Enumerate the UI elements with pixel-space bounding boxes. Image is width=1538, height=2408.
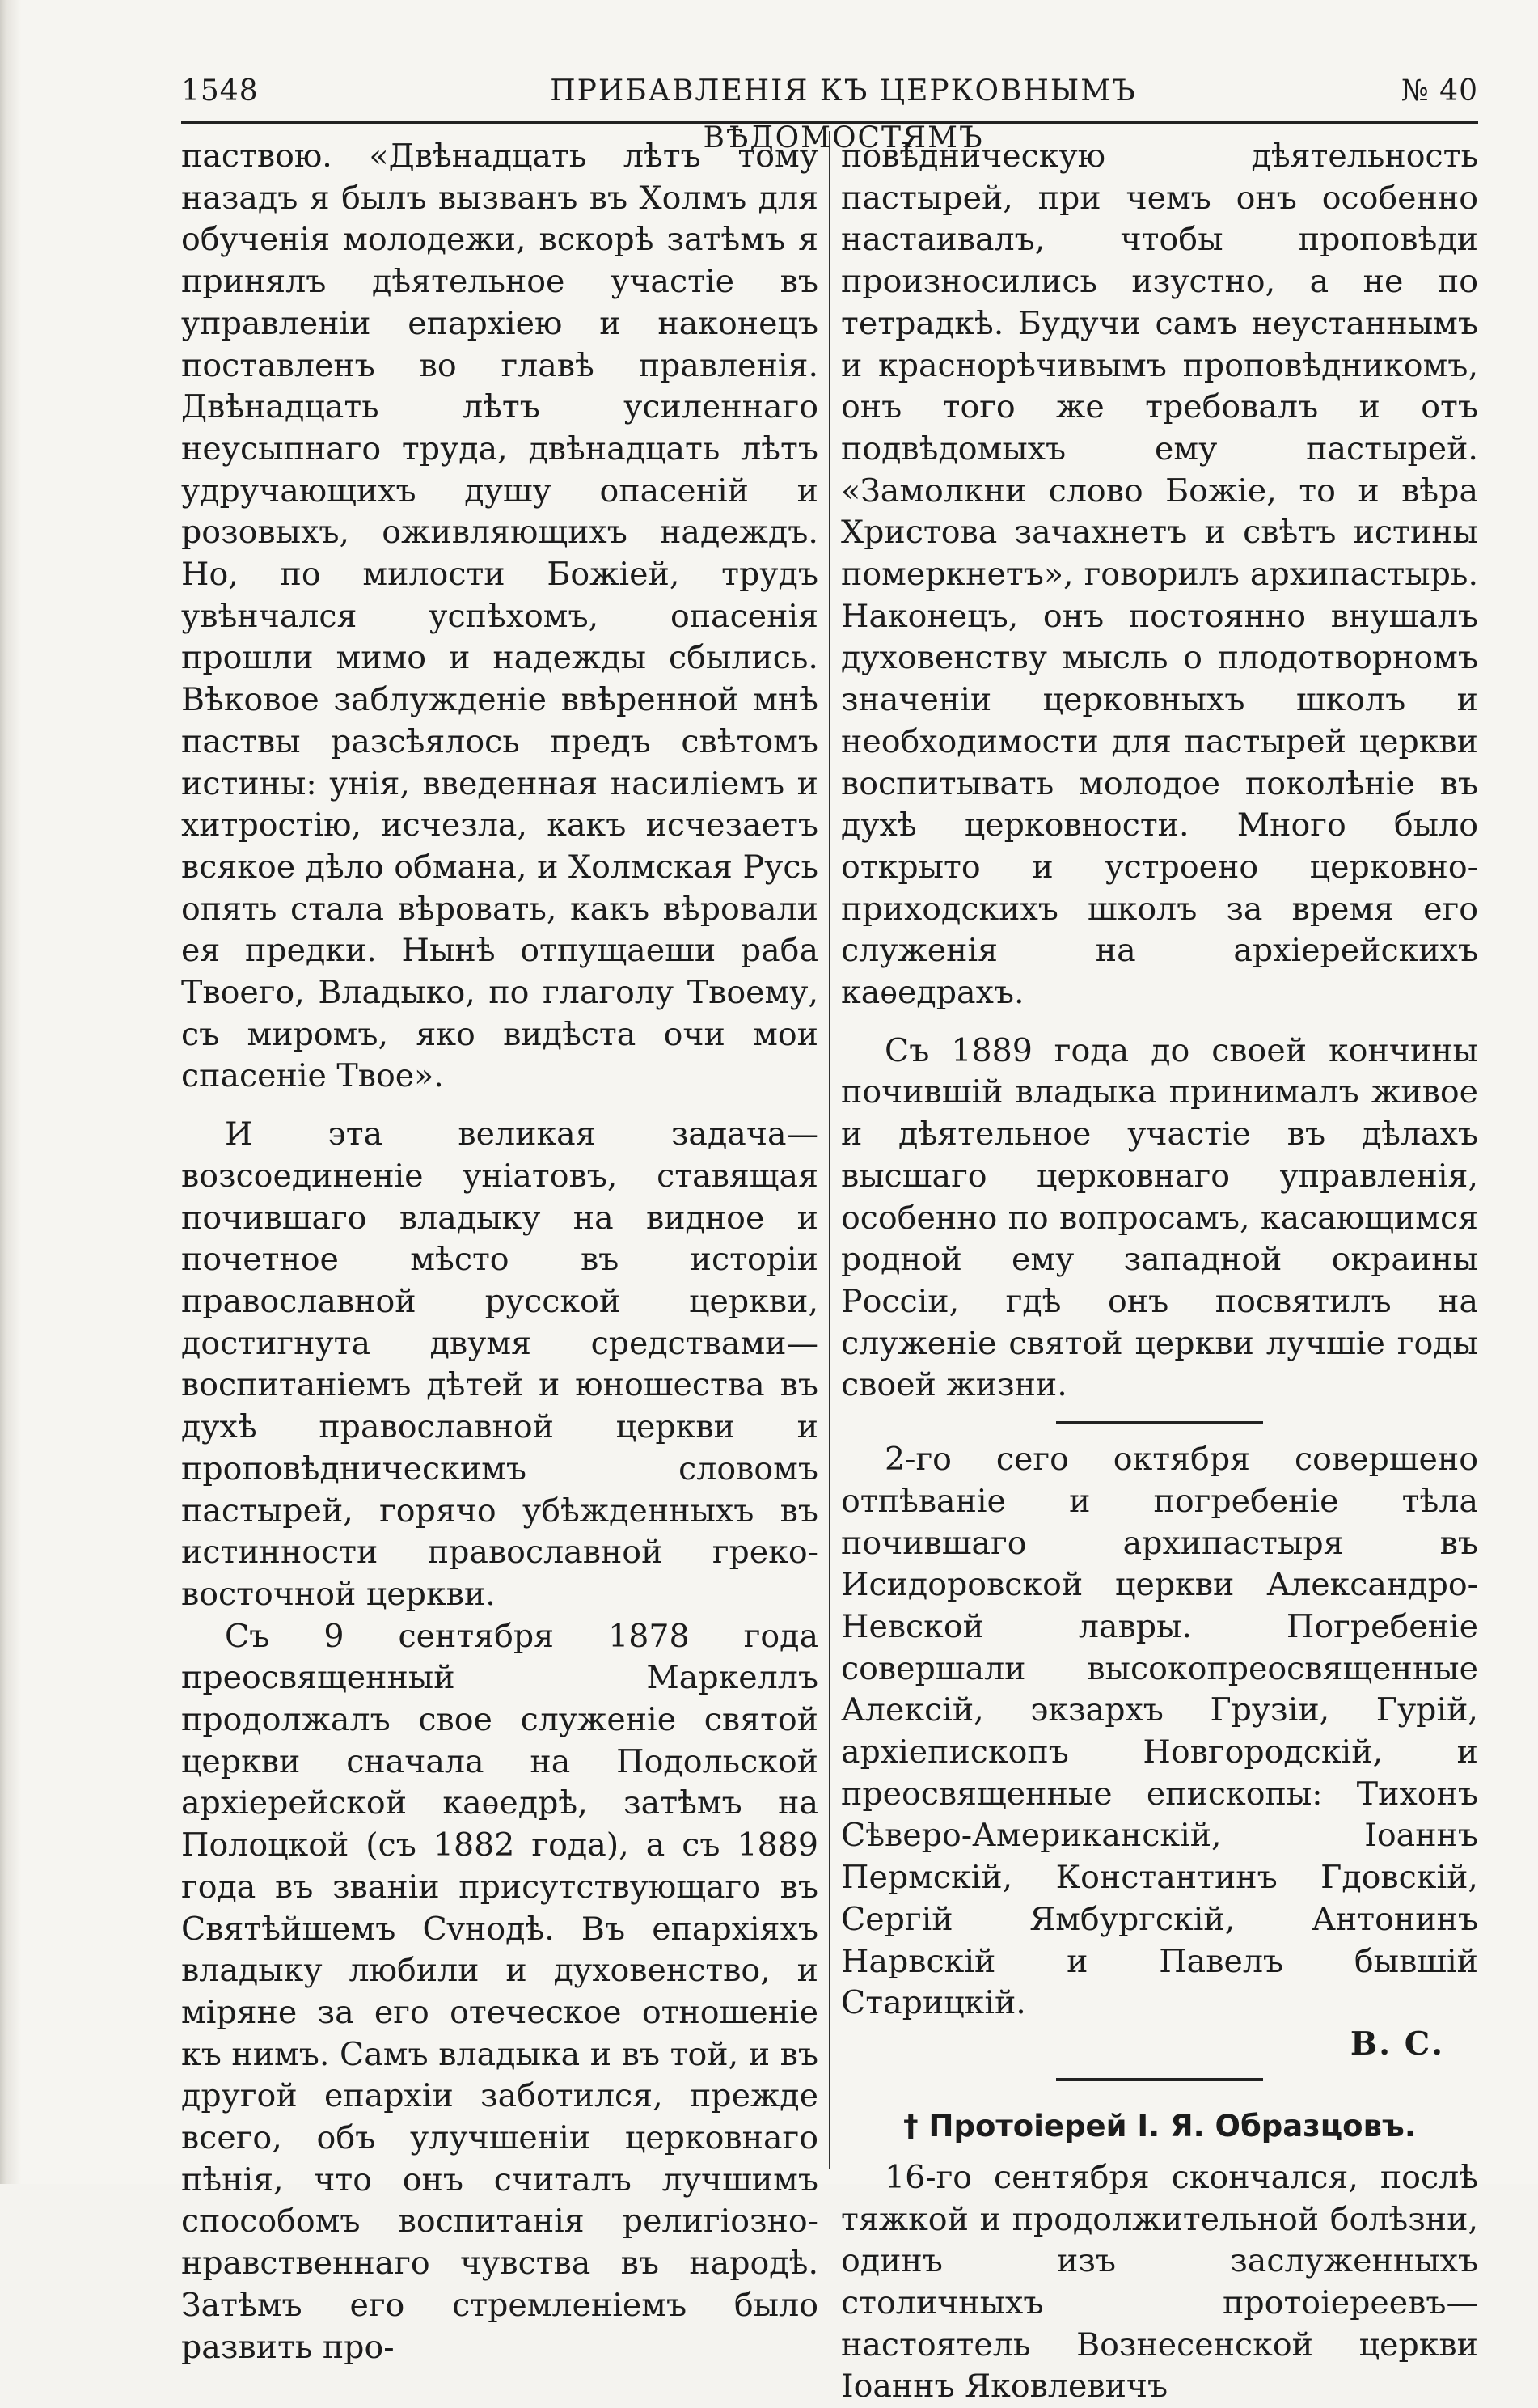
obituary-heading: † Протоіерей І. Я. Образцовъ.	[903, 2108, 1416, 2144]
header-rule	[181, 121, 1478, 124]
paragraph: паствою. «Двѣнадцать лѣтъ тому назадъ я былъ вызванъ въ Холмъ для обученія молодежи, вскорѣ затѣмъ я принялъ дѣятельное участіе въ управленіи епархіею и наконецъ поставленъ во главѣ правленія. Двѣнадцать лѣтъ усиленнаго неусыпнаго труда, двѣнадцать лѣтъ удручающихъ душу опасеній и розовыхъ, оживляющихъ надеждъ. Но, по милости Божіей, трудъ увѣнчался успѣхомъ, опасенія прошли мимо и надежды сбылись. Вѣковое заблужденіе ввѣренной мнѣ паствы разсѣялось предъ свѣтомъ истины: унія, введенная насиліемъ и хитростію, исчезла, какъ исчезаетъ всякое дѣло обмана, и Холмская Русь опять стала вѣровать, какъ вѣровали ея предки. Нынѣ отпущаеши раба Твоего, Владыко, по глаголу Твоему, съ миромъ, яко видѣста очи мои спасеніе Твое».	[181, 138, 818, 1095]
paragraph: Съ 9 сентября 1878 года преосвященный Маркеллъ продолжалъ свое служеніе святой церкви сначала на Подольской архіерейской каѳедрѣ, затѣмъ на Полоцкой (съ 1882 года), а съ 1889 года въ званіи присутствующаго въ Святѣйшемъ Сvнодѣ. Въ епархіяхъ владыку любили и духовенство, и міряне за его отеческое отношеніе къ нимъ. Самъ владыка и въ той, и въ другой епархіи заботился, прежде всего, объ улучшеніи церковнаго пѣнія, что онъ считалъ лучшимъ способомъ воспитанія религіозно-нравственнаго чувства въ народѣ. Затѣмъ его стремленіемъ было развить про-	[181, 1617, 818, 2366]
paragraph: повѣдническую дѣятельность пастырей, при чемъ онъ особенно настаивалъ, чтобы проповѣди произносились изустно, а не по тетрадкѣ. Будучи самъ неустаннымъ и краснорѣчивымъ проповѣдникомъ, онъ того же требовалъ и отъ подвѣдомыхъ ему пастырей. «Замолкни слово Божіе, то и вѣра Христова зачахнетъ и свѣтъ истины померкнетъ», говорилъ архипастырь. Наконецъ, онъ постоянно внушалъ духовенству мысль о плодотворномъ значеніи церковныхъ школъ и необходимости для пастырей церкви воспитывать молодое поколѣніе въ духѣ церковности. Много было открыто и устроено церковно-приходскихъ школъ за время его служенія на архіерейскихъ каѳедрахъ.	[841, 138, 1478, 1012]
binding-edge	[0, 0, 21, 2184]
journal-title: ПРИБАВЛЕНІЯ КЪ ЦЕРКОВНЫМЪ ВѢДОМОСТЯМЪ	[550, 74, 1137, 154]
funeral-paragraph: 2-го сего октября совершено отпѣваніе и погребеніе тѣла почившаго архипастыря въ Исидоровской церкви Александро-Невской лавры. Погребеніе совершали высокопреосвященные Алексій, экзархъ Грузіи, Гурій, архіепископъ Новгородскій, и преосвященные епископы: Тихонъ Сѣверо-Американскій, Іоаннъ Пермскій, Константинъ Гдовскій, Сергій Ямбургскій, Антонинъ Нарвскій и Павелъ бывшій Старицкій.	[841, 1441, 1478, 2022]
paragraph: Съ 1889 года до своей кончины почившій владыка принималъ живое и дѣятельное участіе въ дѣлахъ высшаго церковнаго управленія, особенно по вопросамъ, касающимся родной ему западной окраины Россіи, гдѣ онъ посвятилъ на служеніе святой церкви лучшіе годы своей жизни.	[841, 1031, 1478, 1404]
right-column	[841, 136, 1478, 2406]
obituary-paragraph: 16-го сентября скончался, послѣ тяжкой и продолжительной болѣзни, одинъ изъ заслуженныхъ столичныхъ протоіереевъ—настоятель Вознесенской церкви Іоаннъ Яковлевичъ	[841, 2158, 1478, 2406]
column-divider	[829, 131, 830, 2169]
left-column	[181, 136, 818, 2366]
author-signature: В. С.	[1350, 2025, 1444, 2063]
section-rule	[1056, 1421, 1263, 1424]
section-rule	[1056, 2078, 1263, 2081]
page-number: 1548	[181, 74, 259, 108]
running-header	[181, 68, 1478, 154]
issue-number: № 40	[1401, 74, 1478, 108]
paragraph: И эта великая задача—возсоединеніе уніатовъ, ставящая почившаго владыку на видное и почетное мѣсто въ исторіи православной русской церкви, достигнута двумя средствами—воспитаніемъ дѣтей и юношества въ духѣ православной церкви и проповѣдническимъ словомъ пастырей, горячо убѣжденныхъ въ истинности православной греко-восточной церкви.	[181, 1115, 818, 1613]
